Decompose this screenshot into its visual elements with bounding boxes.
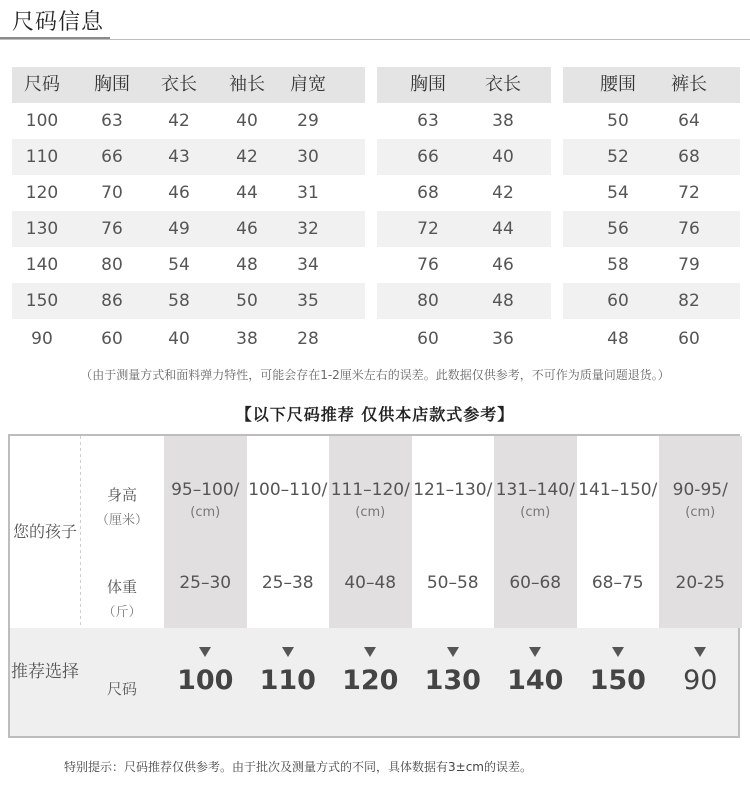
table-cell: 44 [236, 183, 258, 203]
recommended-size-cell [329, 628, 412, 736]
table-cell: 32 [297, 219, 319, 239]
height-unit: (cm) [685, 505, 716, 520]
table-cell: 48 [607, 329, 629, 349]
table-cell: 80 [101, 255, 123, 275]
weight-range: 60–68 [509, 573, 562, 593]
kid-label-column [10, 436, 80, 628]
table-cell: 72 [417, 219, 439, 239]
height-value: 131–140/ [495, 480, 575, 500]
recommend-column [494, 436, 577, 628]
table-cell: 68 [678, 147, 700, 167]
table-cell: 43 [168, 147, 190, 167]
table-row [12, 283, 740, 319]
table-cell: 76 [678, 219, 700, 239]
table-cell: 150 [25, 291, 59, 311]
column-group-gap [365, 175, 377, 211]
recommended-size-cell [164, 628, 247, 736]
table-cell: 38 [236, 329, 258, 349]
table-cell: 46 [168, 183, 190, 203]
table-row [12, 211, 740, 247]
section-title: 尺码信息 [12, 10, 105, 35]
table-cell: 29 [297, 111, 319, 131]
table-header-cell: 衣长 [485, 74, 521, 95]
recommended-size: 100 [177, 665, 234, 696]
height-range [577, 480, 660, 500]
table-cell: 54 [607, 183, 629, 203]
recommendation-band [10, 628, 738, 736]
table-cell: 28 [297, 329, 319, 349]
height-range [412, 480, 495, 500]
weight-range: 25–30 [179, 573, 232, 593]
table-cell: 66 [417, 147, 439, 167]
down-arrow-icon [364, 647, 376, 657]
kid-group-label: 您的孩子 [12, 522, 77, 541]
table-cell: 72 [678, 183, 700, 203]
table-cell: 44 [492, 219, 514, 239]
weight-range: 25–38 [261, 573, 314, 593]
table-cell: 38 [492, 111, 514, 131]
height-range [329, 480, 412, 520]
column-group-gap [551, 247, 563, 283]
recommend-title: 【以下尺码推荐 仅供本店款式参考】 [235, 405, 515, 424]
weight-range: 20-25 [675, 573, 725, 593]
table-cell: 140 [25, 255, 59, 275]
table-cell: 40 [492, 147, 514, 167]
height-value: 121–130/ [413, 480, 493, 500]
recommended-size-cell [659, 628, 742, 736]
size-recommendation-box [8, 434, 740, 738]
height-range [164, 480, 247, 520]
recommended-size: 140 [507, 665, 564, 696]
table-cell: 48 [492, 291, 514, 311]
table-row [12, 103, 740, 139]
column-group-gap [551, 175, 563, 211]
table-cell: 79 [678, 255, 700, 275]
table-cell: 60 [678, 329, 700, 349]
size-table [12, 67, 740, 355]
table-cell: 86 [101, 291, 123, 311]
table-header-cell: 腰围 [600, 74, 636, 95]
column-group-gap [551, 319, 563, 355]
table-cell: 60 [101, 329, 123, 349]
header-divider [0, 39, 750, 40]
table-cell: 46 [492, 255, 514, 275]
table-cell: 58 [168, 291, 190, 311]
weight-range: 68–75 [591, 573, 644, 593]
recommended-size-cell [494, 628, 577, 736]
down-arrow-icon [199, 647, 211, 657]
table-row [12, 175, 740, 211]
table-cell: 54 [168, 255, 190, 275]
column-group-gap [365, 139, 377, 175]
column-group-gap [365, 319, 377, 355]
column-group-gap [365, 247, 377, 283]
table-header-cell: 胸围 [410, 74, 446, 95]
table-cell: 35 [297, 291, 319, 311]
column-group-gap [551, 67, 563, 103]
down-arrow-icon [612, 647, 624, 657]
table-row [12, 139, 740, 175]
recommend-column [164, 436, 247, 628]
table-header-cell: 肩宽 [290, 74, 326, 95]
recommended-size-cell [247, 628, 330, 736]
table-row [12, 319, 740, 355]
recommended-size: 120 [342, 665, 399, 696]
recommended-size-cell [412, 628, 495, 736]
column-group-gap [365, 103, 377, 139]
table-cell: 76 [417, 255, 439, 275]
table-cell: 40 [168, 329, 190, 349]
table-cell: 56 [607, 219, 629, 239]
table-cell: 64 [678, 111, 700, 131]
table-cell: 42 [492, 183, 514, 203]
height-value: 141–150/ [578, 480, 658, 500]
table-cell: 100 [25, 111, 59, 131]
table-cell: 70 [101, 183, 123, 203]
height-unit-label: （厘米） [95, 513, 148, 528]
column-group-gap [551, 103, 563, 139]
table-header-row [12, 67, 740, 103]
recommended-size: 90 [683, 665, 718, 696]
down-arrow-icon [694, 647, 706, 657]
measurement-note: （由于测量方式和面料弹力特性，可能会存在1-2厘米左右的误差。此数据仅供参考，不可作为质量问题退货。） [80, 368, 670, 382]
height-value: 90-95/ [672, 480, 728, 500]
table-header-cell: 裤长 [671, 74, 707, 95]
table-cell: 46 [236, 219, 258, 239]
table-cell: 82 [678, 291, 700, 311]
weight-range: 50–58 [426, 573, 479, 593]
table-cell: 48 [236, 255, 258, 275]
table-cell: 63 [101, 111, 123, 131]
table-cell: 120 [25, 183, 59, 203]
height-unit: (cm) [355, 505, 386, 520]
column-group-gap [365, 211, 377, 247]
weight-range: 40–48 [344, 573, 397, 593]
column-group-gap [551, 211, 563, 247]
weight-label: 体重 [106, 578, 137, 596]
column-group-gap [365, 67, 377, 103]
table-cell: 52 [607, 147, 629, 167]
recommended-size-cell [577, 628, 660, 736]
height-value: 95–100/ [171, 480, 240, 500]
metric-label-column [80, 436, 164, 628]
recommend-group-text: 推荐选择 [11, 662, 79, 682]
weight-unit-label: （斤） [102, 605, 142, 620]
weight-label-cell [80, 576, 164, 620]
column-group-gap [551, 283, 563, 319]
height-value: 100–110/ [248, 480, 328, 500]
table-header-cell: 衣长 [161, 74, 197, 95]
down-arrow-icon [529, 647, 541, 657]
table-row [12, 247, 740, 283]
recommend-column [577, 436, 660, 628]
recommend-column [329, 436, 412, 628]
height-range [494, 480, 577, 520]
recommend-group-label [10, 662, 80, 683]
height-range [659, 480, 742, 520]
recommend-column [247, 436, 330, 628]
section-header [0, 0, 750, 42]
table-cell: 34 [297, 255, 319, 275]
recommended-size: 150 [589, 665, 646, 696]
height-unit: (cm) [190, 505, 221, 520]
table-cell: 40 [236, 111, 258, 131]
height-unit: (cm) [520, 505, 551, 520]
height-label-cell [80, 484, 164, 528]
height-range [247, 480, 330, 500]
table-cell: 68 [417, 183, 439, 203]
table-cell: 66 [101, 147, 123, 167]
table-cell: 49 [168, 219, 190, 239]
table-cell: 50 [607, 111, 629, 131]
recommend-column [659, 436, 742, 628]
table-cell: 60 [417, 329, 439, 349]
table-cell: 90 [31, 329, 53, 349]
table-cell: 63 [417, 111, 439, 131]
down-arrow-icon [282, 647, 294, 657]
table-cell: 76 [101, 219, 123, 239]
table-cell: 42 [168, 111, 190, 131]
table-cell: 60 [607, 291, 629, 311]
height-label: 身高 [106, 486, 137, 504]
recommend-column [412, 436, 495, 628]
table-cell: 110 [25, 147, 59, 167]
table-cell: 58 [607, 255, 629, 275]
table-cell: 50 [236, 291, 258, 311]
table-cell: 31 [297, 183, 319, 203]
table-cell: 42 [236, 147, 258, 167]
table-header-cell: 尺码 [24, 74, 60, 95]
table-cell: 130 [25, 219, 59, 239]
table-header-cell: 袖长 [229, 74, 265, 95]
table-header-cell: 胸围 [94, 74, 130, 95]
column-group-gap [551, 139, 563, 175]
down-arrow-icon [447, 647, 459, 657]
recommended-size: 110 [259, 665, 316, 696]
size-row-label: 尺码 [106, 680, 137, 698]
column-group-gap [365, 283, 377, 319]
footer-note: 特别提示：尺码推荐仅供参考。由于批次及测量方式的不同，具体数据有3±cm的误差。 [64, 760, 532, 774]
height-value: 111–120/ [330, 480, 410, 500]
table-cell: 80 [417, 291, 439, 311]
table-cell: 30 [297, 147, 319, 167]
table-cell: 36 [492, 329, 514, 349]
recommended-size: 130 [424, 665, 481, 696]
